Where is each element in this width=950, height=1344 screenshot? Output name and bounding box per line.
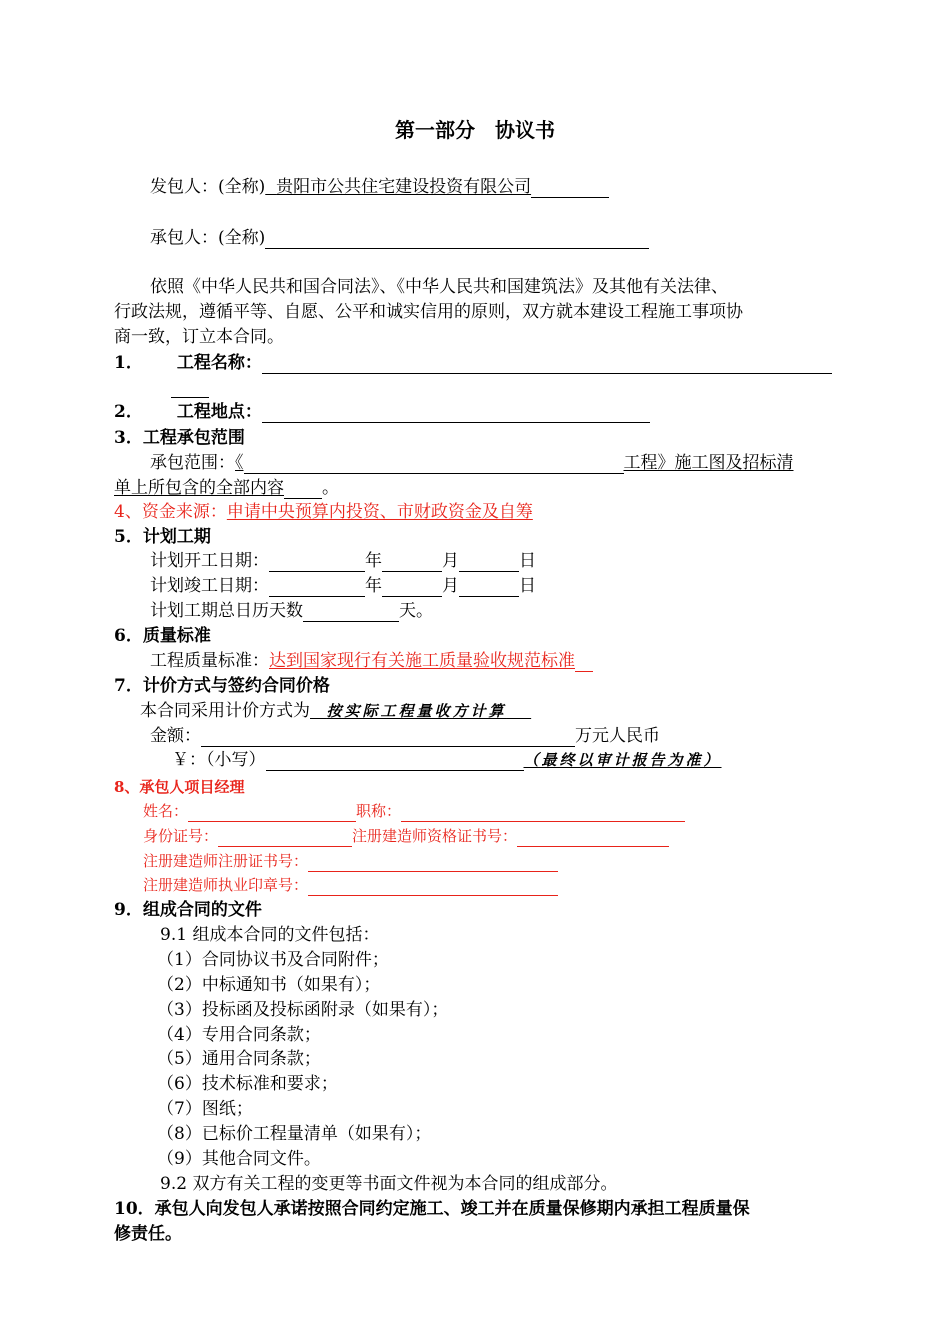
section-9-1: 9.1 组成本合同的文件包括： [160,925,380,945]
total-days-line: 计划工期总日历天数 天。 [150,601,433,621]
end-date-line: 计划竣工日期： 年 月 日 [150,576,536,596]
scope-line-2: 单上所包含的全部内容 。 [114,478,339,498]
list-item: （8）已标价工程量清单（如果有）； [157,1124,432,1144]
small-amount-line [172,749,722,771]
section-3-heading: 3．工程承包范围 [114,428,245,448]
scope-content: 单上所包含的全部内容 [114,478,284,498]
section-1-label: 工程名称： [176,353,262,373]
section-9-2: 9.2 双方有关工程的变更等书面文件视为本合同的组成部分。 [160,1174,618,1194]
section-1 [114,352,832,374]
quality-line [150,650,593,672]
section-10-line-1: 10．承包人向发包人承诺按照合同约定施工、竣工并在质量保修期内承担工程质量保 [114,1199,750,1219]
scope-blank [244,453,624,474]
section-7-heading: 7．计价方式与签约合同价格 [114,676,330,696]
section-10-line-2: 修责任。 [114,1224,182,1244]
list-item: （6）技术标准和要求； [157,1074,338,1094]
audit-note: （最终以审计报告为准） [523,751,722,769]
section-8-heading: 8、承包人项目经理 [114,778,245,796]
amount-unit: 万元人民币 [575,726,660,746]
contractor-line [150,227,649,249]
employer-line [150,176,609,198]
list-item: （2）中标通知书（如果有）； [157,975,381,995]
intro-line-1: 依照《中华人民共和国合同法》、《中华人民共和国建筑法》及其他有关法律、 [150,277,728,297]
employer-blank [531,177,609,198]
start-date-line: 计划开工日期： 年 月 日 [150,551,536,571]
intro-line-3: 商一致，订立本合同。 [114,327,284,347]
quality-value: 达到国家现行有关施工质量验收规范标准 [269,651,575,671]
funding-value: 申请中央预算内投资、市财政资金及自筹 [226,502,533,522]
funding-label: 4、资金来源： [114,502,227,522]
section-6-heading: 6．质量标准 [114,626,211,646]
scope-close: 工程》施工图及招标清 [623,453,794,473]
section-9-heading: 9．组成合同的文件 [114,900,262,920]
contractor-label: 承包人：(全称) [150,228,266,248]
end-date-label: 计划竣工日期： [150,576,269,596]
pm-seal-label: 注册建造师执业印章号： [143,876,309,894]
pm-id-line [143,825,669,847]
list-item: （4）专用合同条款； [157,1025,321,1045]
project-name-blank [262,353,832,374]
employer-label: 发包人：(全称) [150,177,266,197]
scope-line-1 [150,452,794,474]
pricing-method-label: 本合同采用计价方式为 [140,701,310,721]
amount-label: 金额： [150,726,201,746]
section-2-label: 工程地点： [176,402,262,422]
scope-label: 承包范围： [150,453,235,473]
pm-reg-line [143,850,558,872]
list-item: （9）其他合同文件。 [157,1149,321,1169]
scope-open: 《 [235,453,244,473]
pm-title-label: 职称： [356,802,402,820]
section-5-heading: 5．计划工期 [114,527,211,547]
contractor-blank [265,228,649,249]
pm-cert-label: 注册建造师资格证书号： [352,827,518,845]
section-4 [114,501,533,523]
list-item: （5）通用合同条款； [157,1049,321,1069]
pm-name-line [143,800,685,822]
page-title: 第一部分 协议书 [395,118,555,142]
list-item: （7）图纸； [157,1099,253,1119]
pm-seal-line [143,874,558,896]
project-name-blank-cont [171,376,209,398]
quality-label: 工程质量标准： [150,651,269,671]
project-location-blank [262,402,650,423]
employer-name: 贵阳市公共住宅建设投资有限公司 [276,177,532,197]
pm-reg-label: 注册建造师注册证书号： [143,852,309,870]
list-item: （1）合同协议书及合同附件； [157,950,389,970]
section-2 [114,401,650,423]
pricing-method-line [140,700,531,722]
total-days-label: 计划工期总日历天数 [150,601,303,621]
section-1-number: 1． [114,353,143,373]
pm-name-label: 姓名： [143,802,189,820]
small-amount-label: ￥：（小写） [172,750,266,770]
section-2-number: 2． [114,402,143,422]
intro-line-2: 行政法规，遵循平等、自愿、公平和诚实信用的原则，双方就本建设工程施工事项协 [114,302,743,322]
start-date-label: 计划开工日期： [150,551,269,571]
pricing-method-value: 按实际工程量收方计算 [326,702,507,720]
amount-line [150,725,660,747]
list-item: （3）投标函及投标函附录（如果有）； [157,1000,449,1020]
pm-id-label: 身份证号： [143,827,219,845]
